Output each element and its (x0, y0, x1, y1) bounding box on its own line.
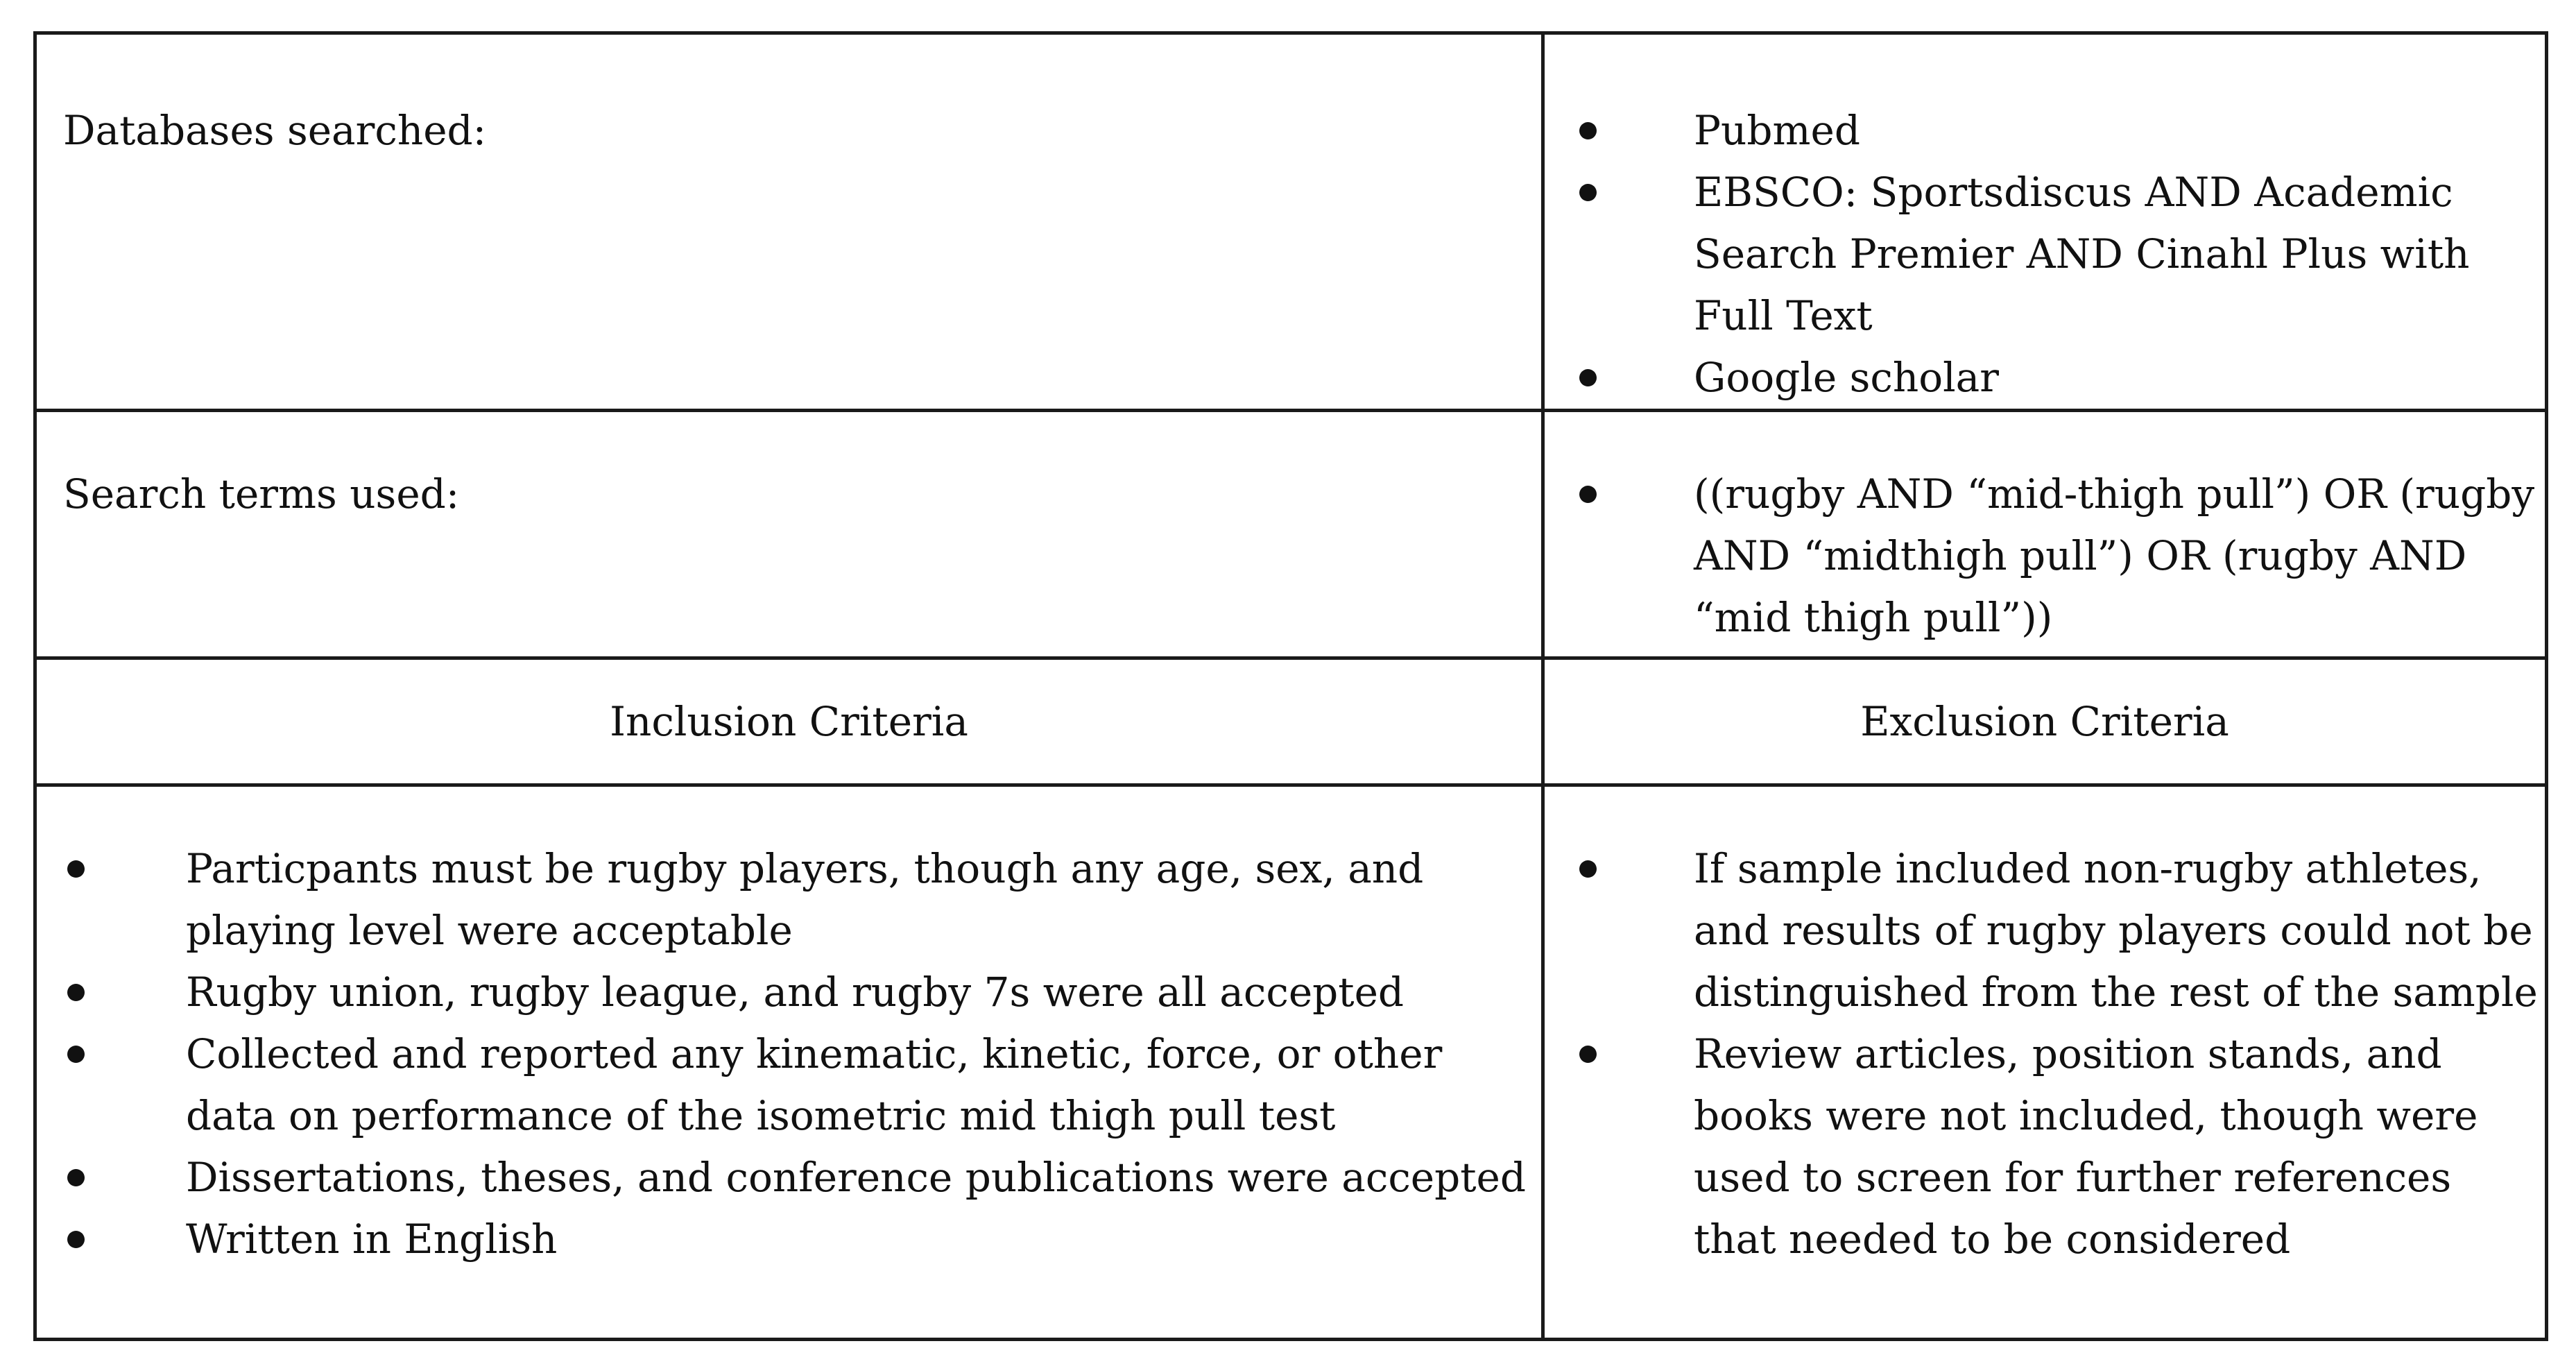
bullet-icon (1579, 369, 1597, 386)
criteria-table (33, 31, 2548, 1341)
list-item: Rugby union, rugby league, and rugby 7s were all accepted (37, 962, 1541, 1023)
list-item: Dissertations, theses, and conference publications were accepted (37, 1147, 1541, 1209)
bullet-icon (1579, 1046, 1597, 1063)
search-terms-label: Search terms used: (63, 470, 460, 518)
search-terms-list-cell (1543, 411, 2547, 658)
list-item: Review articles, position stands, and books were not included, though were used to screen for further references that needed to be considered (1545, 1023, 2545, 1270)
exclusion-list-cell (1543, 785, 2547, 1340)
exclusion-header: Exclusion Criteria (1860, 697, 2229, 745)
databases-list-cell (1543, 33, 2547, 411)
list-item: Google scholar (1545, 347, 2545, 409)
bullet-icon (1579, 184, 1597, 201)
bullet-icon (67, 984, 85, 1001)
inclusion-header-cell (35, 658, 1543, 785)
bullet-icon (1579, 860, 1597, 878)
criteria-body-row (35, 785, 2547, 1340)
list-item: Particpants must be rugby players, though any age, sex, and playing level were acceptable (37, 838, 1541, 962)
exclusion-list (1545, 838, 2545, 1270)
databases-row (35, 33, 2547, 411)
list-item: If sample included non-rugby athletes, and results of rugby players could not be distinguished from the rest of the sample (1545, 838, 2545, 1023)
bullet-icon (67, 860, 85, 878)
search-terms-row (35, 411, 2547, 658)
list-item: Collected and reported any kinematic, kinetic, force, or other data on performance of the isometric mid thigh pull test (37, 1023, 1541, 1147)
exclusion-header-cell (1543, 658, 2547, 785)
search-terms-label-cell (35, 411, 1543, 658)
search-terms-list (1545, 463, 2545, 649)
databases-label-cell (35, 33, 1543, 411)
bullet-icon (1579, 486, 1597, 503)
databases-list (1545, 100, 2545, 409)
list-item: Pubmed (1545, 100, 2545, 162)
bullet-icon (67, 1169, 85, 1186)
bullet-icon (67, 1231, 85, 1248)
criteria-header-row (35, 658, 2547, 785)
bullet-icon (1579, 122, 1597, 139)
list-item: ((rugby AND “mid-thigh pull”) OR (rugby AND “midthigh pull”) OR (rugby AND “mid thigh pull”)) (1545, 463, 2545, 649)
list-item: Written in English (37, 1209, 1541, 1270)
inclusion-list (37, 838, 1541, 1270)
inclusion-header: Inclusion Criteria (610, 697, 968, 745)
bullet-icon (67, 1046, 85, 1063)
list-item: EBSCO: Sportsdiscus AND Academic Search Premier AND Cinahl Plus with Full Text (1545, 162, 2545, 347)
inclusion-list-cell (35, 785, 1543, 1340)
databases-label: Databases searched: (63, 107, 487, 154)
